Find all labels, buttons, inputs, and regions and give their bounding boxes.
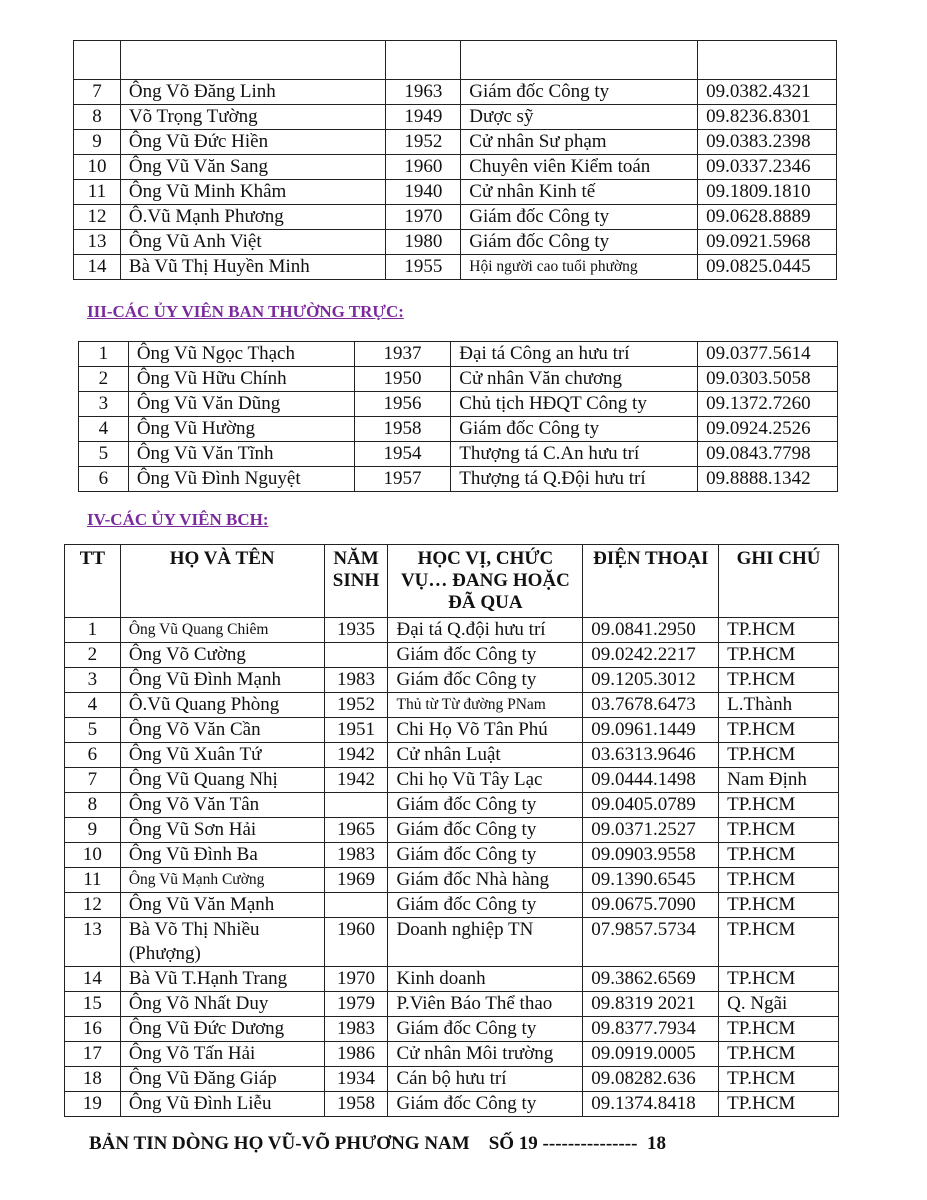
table-row: 13 Bà Võ Thị Nhiều (Phượng) 1960 Doanh nghiệp TN 07.9857.5734 TP.HCM xyxy=(65,918,839,967)
table-row: 10 Ông Vũ Đình Ba 1983 Giám đốc Công ty 09.0903.9558 TP.HCM xyxy=(65,843,839,868)
table-header-row xyxy=(65,545,839,618)
header-note: GHI CHÚ xyxy=(719,545,839,618)
table-row: 4 Ông Vũ Hường 1958 Giám đốc Công ty 09.0924.2526 xyxy=(79,417,838,442)
table-row: 14 Bà Vũ Thị Huyền Minh 1955 Hội người cao tuổi phường 09.0825.0445 xyxy=(74,255,837,280)
table-row: 3 Ông Vũ Văn Dũng 1956 Chủ tịch HĐQT Công ty 09.1372.7260 xyxy=(79,392,838,417)
table-row: 15 Ông Võ Nhất Duy 1979 P.Viên Báo Thể thao 09.8319 2021 Q. Ngãi xyxy=(65,992,839,1017)
table-row: 14 Bà Vũ T.Hạnh Trang 1970 Kinh doanh 09.3862.6569 TP.HCM xyxy=(65,967,839,992)
table-row: 1 Ông Vũ Quang Chiêm 1935 Đại tá Q.đội hưu trí 09.0841.2950 TP.HCM xyxy=(65,618,839,643)
header-tt: TT xyxy=(65,545,121,618)
table-row: 8 Ông Võ Văn Tân Giám đốc Công ty 09.0405.0789 TP.HCM xyxy=(65,793,839,818)
header-name: HỌ VÀ TÊN xyxy=(120,545,324,618)
table-row: 6 Ông Vũ Đình Nguyệt 1957 Thượng tá Q.Đội hưu trí 09.8888.1342 xyxy=(79,467,838,492)
table-row: 5 Ông Võ Văn Cần 1951 Chi Họ Võ Tân Phú 09.0961.1449 TP.HCM xyxy=(65,718,839,743)
table-row: 6 Ông Vũ Xuân Tứ 1942 Cử nhân Luật 03.6313.9646 TP.HCM xyxy=(65,743,839,768)
table-row: 7 Ông Võ Đăng Linh 1963 Giám đốc Công ty 09.0382.4321 xyxy=(74,80,837,105)
table-row: 12 Ô.Vũ Mạnh Phương 1970 Giám đốc Công ty 09.0628.8889 xyxy=(74,205,837,230)
table-row: 18 Ông Vũ Đăng Giáp 1934 Cán bộ hưu trí 09.08282.636 TP.HCM xyxy=(65,1067,839,1092)
section-heading-standing-committee: III-CÁC ỦY VIÊN BAN THƯỜNG TRỰC: xyxy=(87,302,404,321)
table-row: 2 Ông Võ Cường Giám đốc Công ty 09.0242.2217 TP.HCM xyxy=(65,643,839,668)
header-title: HỌC VỊ, CHỨC VỤ… ĐANG HOẶC ĐÃ QUA xyxy=(388,545,583,618)
table-row: 7 Ông Vũ Quang Nhị 1942 Chi họ Vũ Tây Lạc 09.0444.1498 Nam Định xyxy=(65,768,839,793)
table-row: 17 Ông Võ Tấn Hải 1986 Cử nhân Môi trường 09.0919.0005 TP.HCM xyxy=(65,1042,839,1067)
members-table-continued xyxy=(73,40,837,280)
table-row: 3 Ông Vũ Đình Mạnh 1983 Giám đốc Công ty 09.1205.3012 TP.HCM xyxy=(65,668,839,693)
table-row: 16 Ông Vũ Đức Dương 1983 Giám đốc Công ty 09.8377.7934 TP.HCM xyxy=(65,1017,839,1042)
table-row: 5 Ông Vũ Văn Tĩnh 1954 Thượng tá C.An hưu trí 09.0843.7798 xyxy=(79,442,838,467)
table-row: 11 Ông Vũ Minh Khâm 1940 Cử nhân Kinh tế 09.1809.1810 xyxy=(74,180,837,205)
table-row: 11 Ông Vũ Mạnh Cường 1969 Giám đốc Nhà hàng 09.1390.6545 TP.HCM xyxy=(65,868,839,893)
table-row: 8 Võ Trọng Tường 1949 Dược sỹ 09.8236.8301 xyxy=(74,105,837,130)
table-row: 13 Ông Vũ Anh Việt 1980 Giám đốc Công ty 09.0921.5968 xyxy=(74,230,837,255)
executive-committee-table xyxy=(64,544,839,1117)
table-row: 12 Ông Vũ Văn Mạnh Giám đốc Công ty 09.0675.7090 TP.HCM xyxy=(65,893,839,918)
page-footer: BẢN TIN DÒNG HỌ VŨ-VÕ PHƯƠNG NAM SỐ 19 --------------- 18 xyxy=(89,1133,666,1154)
section-heading-executive-committee: IV-CÁC ỦY VIÊN BCH: xyxy=(87,510,269,529)
table-row: 9 Ông Vũ Sơn Hải 1965 Giám đốc Công ty 09.0371.2527 TP.HCM xyxy=(65,818,839,843)
standing-committee-table xyxy=(78,341,838,492)
table-row: 2 Ông Vũ Hữu Chính 1950 Cử nhân Văn chương 09.0303.5058 xyxy=(79,367,838,392)
table-row: 10 Ông Vũ Văn Sang 1960 Chuyên viên Kiểm toán 09.0337.2346 xyxy=(74,155,837,180)
header-phone: ĐIỆN THOẠI xyxy=(583,545,719,618)
table-row: 1 Ông Vũ Ngọc Thạch 1937 Đại tá Công an hưu trí 09.0377.5614 xyxy=(79,342,838,367)
table-row-empty xyxy=(74,41,837,80)
table-row: 4 Ô.Vũ Quang Phòng 1952 Thủ từ Từ đường PNam 03.7678.6473 L.Thành xyxy=(65,693,839,718)
header-year: NĂM SINH xyxy=(324,545,388,618)
table-row: 19 Ông Vũ Đình Liễu 1958 Giám đốc Công ty 09.1374.8418 TP.HCM xyxy=(65,1092,839,1117)
table-row: 9 Ông Vũ Đức Hiền 1952 Cử nhân Sư phạm 09.0383.2398 xyxy=(74,130,837,155)
